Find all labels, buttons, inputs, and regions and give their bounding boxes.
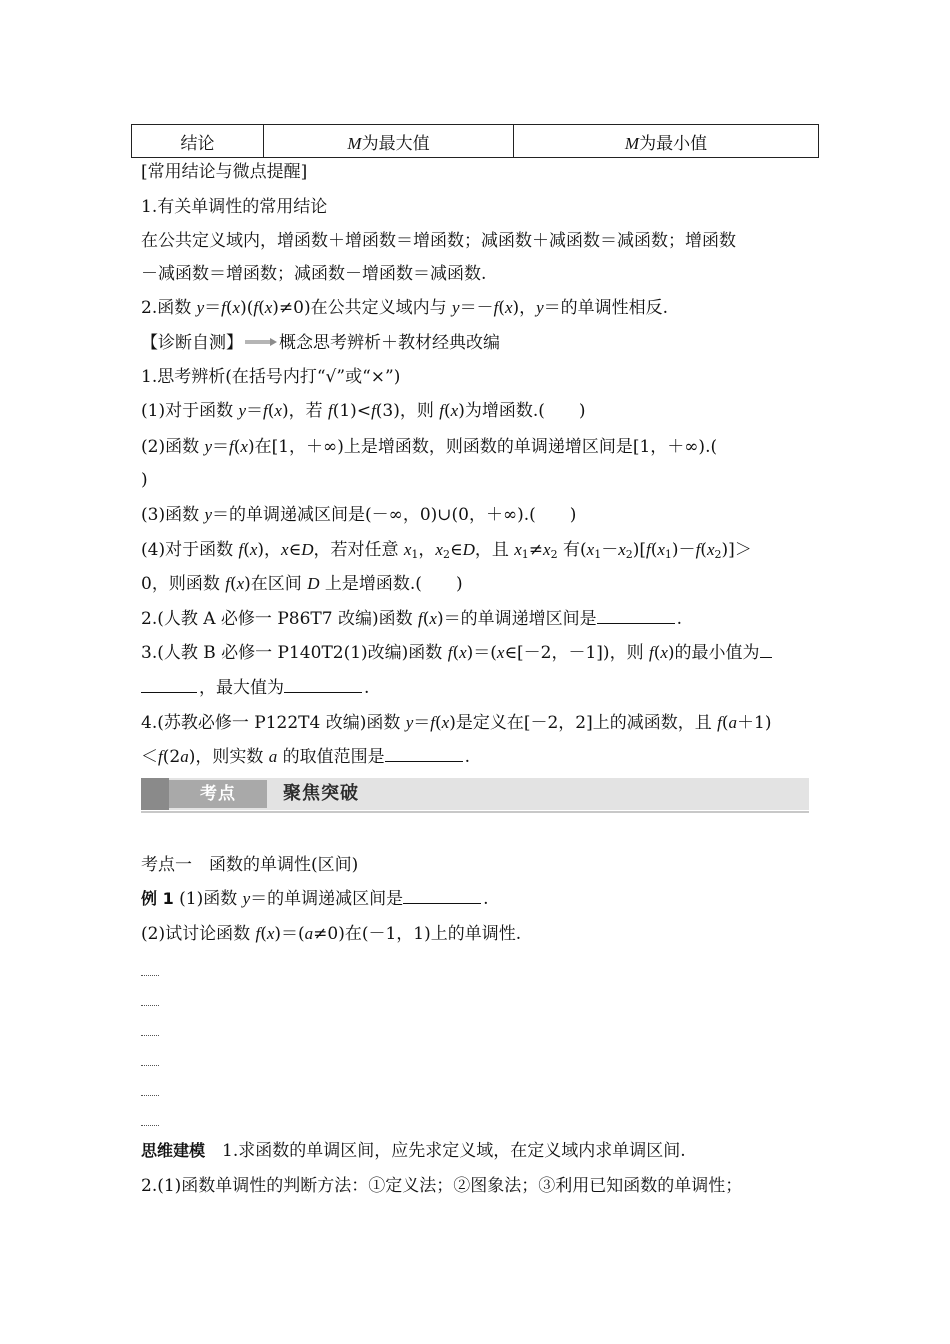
question-line: 0，则函数 f(x)在区间 D 上是增函数.( ) xyxy=(141,574,463,594)
question-line: 1.思考辨析(在括号内打“√”或“×”) xyxy=(141,367,401,387)
question-line: (2)函数 y＝f(x)在[1，＋∞)上是增函数，则函数的单调递增区间是[1，＋∞).( xyxy=(141,437,718,457)
paragraph-line: 2.函数 y＝f(x)(f(x)≠0)在公共定义域内与 y＝－f(x)，y＝的单调性相反. xyxy=(141,298,669,318)
question-line: ) xyxy=(141,470,148,490)
answer-blank[interactable] xyxy=(385,747,463,762)
answer-blank[interactable] xyxy=(403,889,481,904)
thinking-model-line: 思维建模 1.求函数的单调区间，应先求定义域，在定义域内求单调区间. xyxy=(141,1141,686,1161)
banner-title: 聚焦突破 xyxy=(283,783,359,804)
question-line: (1)对于函数 y＝f(x)，若 f(1)<f(3)，则 f(x)为增函数.( ) xyxy=(141,401,586,421)
answer-blank[interactable] xyxy=(284,678,362,693)
question-line: ，最大值为 . xyxy=(141,676,369,700)
question-line: 4.(苏教必修一 P122T4 改编)函数 y＝f(x)是定义在[－2，2]上的减函数，且 f(a＋1) xyxy=(141,713,772,733)
section-heading-tips: [常用结论与微点提醒] xyxy=(141,162,308,182)
answer-blank[interactable] xyxy=(141,678,197,693)
section-banner xyxy=(141,778,809,810)
answer-dotted-line xyxy=(141,1035,159,1036)
answer-dotted-line xyxy=(141,975,159,976)
answer-dotted-line xyxy=(141,1065,159,1066)
diagnosis-heading: 【诊断自测】 概念思考辨析＋教材经典改编 xyxy=(141,333,500,353)
question-line: (4)对于函数 f(x)，x∈D，若对任意 $x_1$，$x_2\in D$，且 $x_1\ne x_2$ 有$(x_1-x_2)[f(x_1)-f(x_2)]>$ xyxy=(141,540,752,561)
answer-blank[interactable] xyxy=(597,609,675,624)
question-line: 2.(人教 A 必修一 P86T7 改编)函数 f(x)＝的单调递增区间是 . xyxy=(141,609,682,629)
question-line: (3)函数 y＝的单调递减区间是(－∞，0)∪(0，＋∞).( ) xyxy=(141,505,577,525)
answer-dotted-line xyxy=(141,1005,159,1006)
banner-underline xyxy=(141,811,809,813)
question-line: 3.(人教 B 必修一 P140T2(1)改编)函数 f(x)＝(x∈[－2，－1])，则 f(x)的最小值为 xyxy=(141,641,772,665)
paragraph-line: 在公共定义域内，增函数＋增函数＝增函数；减函数＋减函数＝减函数；增函数 xyxy=(141,231,736,251)
example-line: 例 1 (1)函数 y＝的单调递减区间是 . xyxy=(141,889,489,909)
arrow-icon xyxy=(245,338,277,346)
table-cell-conclusion: 结论 xyxy=(132,125,264,158)
topic-heading: 考点一 函数的单调性(区间) xyxy=(141,855,359,875)
banner-accent xyxy=(141,778,169,810)
thinking-model-line: 2.(1)函数单调性的判断方法：①定义法；②图象法；③利用已知函数的单调性； xyxy=(141,1176,743,1196)
question-line: ＜f(2a)，则实数 a 的取值范围是 . xyxy=(141,747,471,767)
table-cell-min: M为最小值 xyxy=(514,125,819,158)
banner-chip: 考点 xyxy=(169,780,267,808)
table-cell-max: M为最大值 xyxy=(264,125,514,158)
conclusion-table-row xyxy=(131,124,819,158)
subheading-monotonic-conclusions: 1.有关单调性的常用结论 xyxy=(141,197,328,217)
answer-blank[interactable] xyxy=(760,643,772,658)
example-line: (2)试讨论函数 f(x)＝(a≠0)在(－1，1)上的单调性. xyxy=(141,924,522,944)
answer-dotted-line xyxy=(141,1095,159,1096)
answer-dotted-line xyxy=(141,1125,159,1126)
paragraph-line: －减函数＝增函数；减函数－增函数＝减函数. xyxy=(141,264,487,284)
